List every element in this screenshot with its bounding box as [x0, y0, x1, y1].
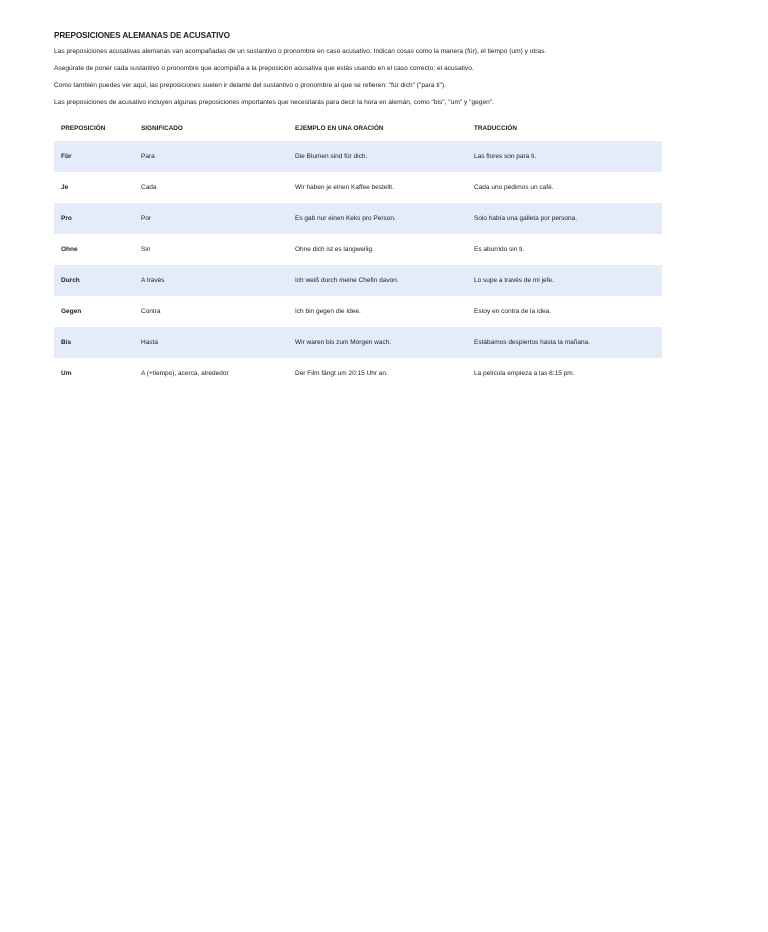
prepositions-table: [54, 115, 662, 389]
paragraph: Las preposiciones acusativas alemanas van acompañadas de un sustantivo o pronombre en caso acusativo. Indican cosas como la manera (für), el tiempo (um) y otras.: [54, 48, 547, 55]
cell-meaning: Hasta: [141, 339, 158, 346]
table-row: [54, 265, 662, 296]
cell-preposition: Je: [61, 184, 69, 191]
table-row: [54, 327, 662, 358]
cell-example: Ohne dich ist es langweilig.: [295, 246, 374, 253]
document-title: PREPOSICIONES ALEMANAS DE ACUSATIVO: [54, 31, 230, 40]
cell-example: Ich bin gegen die Idee.: [295, 308, 361, 315]
cell-preposition: Gegen: [61, 308, 82, 315]
column-header-meaning: SIGNIFICADO: [141, 124, 183, 132]
cell-translation: La película empieza a las 8:15 pm.: [474, 370, 575, 377]
cell-meaning: Contra: [141, 308, 161, 315]
cell-example: Wir haben je einen Kaffee bestellt.: [295, 184, 394, 191]
cell-meaning: Para: [141, 153, 155, 160]
cell-example: Der Film fängt um 20:15 Uhr an.: [295, 370, 388, 377]
cell-preposition: Um: [61, 370, 72, 377]
table-header-row: [54, 115, 662, 141]
cell-translation: Es aburrido sin ti.: [474, 246, 525, 253]
cell-translation: Estábamos despiertos hasta la mañana.: [474, 339, 590, 346]
paragraph: Asegúrate de poner cada sustantivo o pronombre que acompaña a la preposición acusativa que estás usando en el caso correcto: el acusativo.: [54, 65, 474, 72]
cell-preposition: Für: [61, 153, 72, 160]
cell-example: Wir waren bis zum Morgen wach.: [295, 339, 392, 346]
cell-meaning: Por: [141, 215, 152, 222]
cell-translation: Cada uno pedimos un café.: [474, 184, 554, 191]
table-row: [54, 172, 662, 203]
table-row: [54, 358, 662, 389]
table-row: [54, 296, 662, 327]
cell-example: Es gab nur einen Keks pro Person.: [295, 215, 396, 222]
cell-preposition: Pro: [61, 215, 72, 222]
column-header-translation: TRADUCCIÓN: [474, 124, 517, 132]
table-row: [54, 203, 662, 234]
cell-translation: Solo había una galleta por persona.: [474, 215, 577, 222]
cell-translation: Las flores son para ti.: [474, 153, 537, 160]
cell-meaning: A través: [141, 277, 165, 284]
cell-meaning: Cada: [141, 184, 157, 191]
cell-preposition: Ohne: [61, 246, 78, 253]
cell-example: Die Blumen sind für dich.: [295, 153, 368, 160]
cell-example: Ich weiß durch meine Chefin davon.: [295, 277, 399, 284]
column-header-example: EJEMPLO EN UNA ORACIÓN: [295, 124, 384, 132]
cell-preposition: Durch: [61, 277, 80, 284]
column-header-preposition: PREPOSICIÓN: [61, 124, 106, 132]
paragraph: Las preposiciones de acusativo incluyen algunas preposiciones importantes que necesitarás para decir la hora en alemán, como "bis", "um" y "gegen".: [54, 99, 494, 106]
cell-meaning: Sin: [141, 246, 151, 253]
document-page: [54, 30, 662, 389]
cell-meaning: A (+tiempo), acerca, alrededor: [141, 370, 229, 377]
paragraph: Como también puedes ver aquí, las preposiciones suelen ir delante del sustantivo o pronombre al que se refieren: "für dich" ("para ti").: [54, 82, 447, 89]
table-row: [54, 141, 662, 172]
cell-translation: Lo supe a través de mi jefe.: [474, 277, 554, 284]
cell-translation: Estoy en contra de la idea.: [474, 308, 551, 315]
cell-preposition: Bis: [61, 339, 72, 346]
table-row: [54, 234, 662, 265]
